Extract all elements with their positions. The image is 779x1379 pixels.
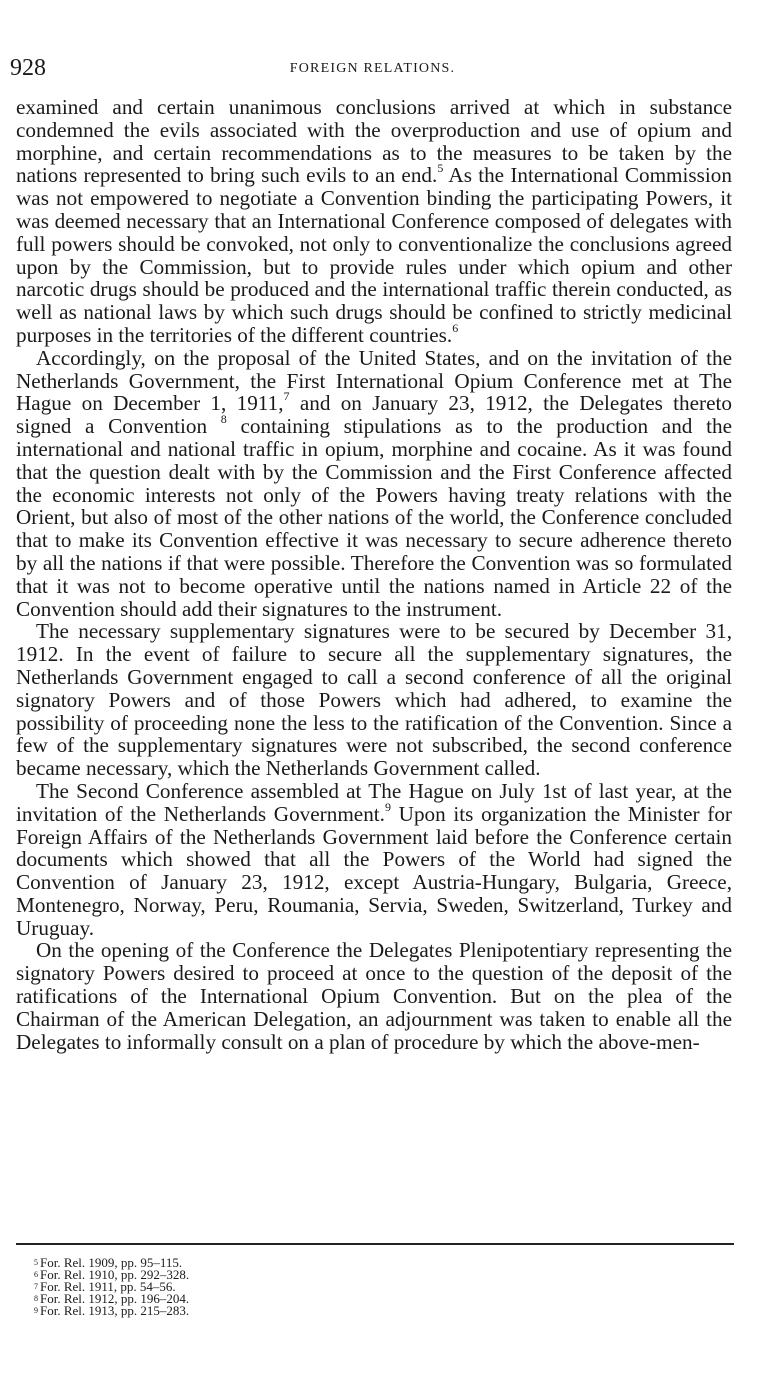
footnote-text: For. Rel. 1912, pp. 196–204. <box>40 1291 190 1306</box>
paragraph-text: On the opening of the Conference the Delegates Plenipotentiary representing the signatory Powers desired to proceed at once to the question of the deposit of the ratifications of the International Opium Convention. But on the plea of the Chairman of the American Delegation, an adjournment was taken to enable all the Delegates to informally consult on a plan of procedure by which the above-men- <box>16 938 732 1054</box>
paragraph <box>16 939 732 1053</box>
page-number: 928 <box>10 55 46 81</box>
paragraph <box>16 96 732 347</box>
paragraph-text: and on January 23, 1912, the Delegates thereto signed a Convention <box>16 391 732 439</box>
footnote-reference[interactable]: 8 <box>220 412 227 427</box>
footnote-reference[interactable]: 5 <box>437 161 444 176</box>
footnote-reference[interactable]: 9 <box>384 799 391 814</box>
footnote <box>34 1305 334 1317</box>
paragraph <box>16 780 732 940</box>
footnote-mark: 8 <box>34 1294 38 1303</box>
paragraph-text: As the International Commission was not empowered to negotiate a Convention binding the participating Powers, it was deemed necessary that an International Conference composed of delegates with full powers should be convoked, not only to conventionalize the conclusions agreed upon by the Commission, but to provide rules under which opium and other narcotic drugs should be produced and the international traffic therein conducted, as well as national laws by which such drugs should be confined to strictly medicinal purposes in the territories of the different countries. <box>16 163 732 347</box>
footnote-mark: 7 <box>34 1282 38 1291</box>
footnote-reference[interactable]: 6 <box>452 320 459 335</box>
footnote-mark: 5 <box>34 1258 38 1267</box>
page-header <box>10 54 735 84</box>
footnote-text: For. Rel. 1913, pp. 215–283. <box>40 1303 190 1318</box>
paragraph-text: examined and certain unanimous conclusions arrived at which in substance condemned the evils associated with the overproduction and use of opium and morphine, and certain recommendations as to the measures to be taken by the nations represented to bring such evils to an end. <box>16 95 732 188</box>
footnote-mark: 9 <box>34 1306 38 1315</box>
footnote-mark: 6 <box>34 1270 38 1279</box>
running-head: FOREIGN RELATIONS. <box>289 61 456 76</box>
footnote-reference[interactable]: 7 <box>283 389 290 404</box>
body-text <box>16 96 732 1053</box>
footnote-text: For. Rel. 1909, pp. 95–115. <box>40 1255 183 1270</box>
footnote-text: For. Rel. 1911, pp. 54–56. <box>40 1279 176 1294</box>
paragraph-text: Accordingly, on the proposal of the United States, and on the invitation of the Netherlands Government, the First International Opium Conference met at The Hague on December 1, 1911, <box>16 345 732 416</box>
paragraph-text: Upon its organization the Minister for Foreign Affairs of the Netherlands Government laid before the Conference certain documents which showed that all the Powers of the World had signed the Convention of January 23, 1912, except Austria-Hungary, Bulgaria, Greece, Montenegro, Norway, Peru, Roumania, Servia, Sweden, Switzerland, Turkey and Uruguay. <box>16 801 732 940</box>
paragraph <box>16 347 732 621</box>
footnotes <box>34 1257 334 1317</box>
footnote-text: For. Rel. 1910, pp. 292–328. <box>40 1267 190 1282</box>
footnote-divider <box>16 1243 734 1245</box>
paragraph-text: containing stipulations as to the production and the international and national traffic in opium, morphine and cocaine. As it was found that the question dealt with by the Commission and the First Conference affected the economic interests not only of the Powers having treaty relations with the Orient, but also of most of the other nations of the world, the Conference concluded that to make its Convention effective it was necessary to secure adherence thereto by all the nations if that were possible. Therefore the Convention was so formulated that it was not to become operative until the nations named in Article 22 of the Convention should add their signatures to the instrument. <box>16 414 733 621</box>
paragraph-text: The necessary supplementary signatures were to be secured by December 31, 1912. In the event of failure to secure all the supplementary signatures, the Netherlands Government engaged to call a second conference of all the original signatory Powers and of those Powers which had adhered, to examine the possibility of proceeding none the less to the ratification of the Convention. Since a few of the supplementary signatures were not subscribed, the second conference became necessary, which the Netherlands Government called. <box>16 619 732 781</box>
paragraph <box>16 620 732 780</box>
paragraph-text: The Second Conference assembled at The Hague on July 1st of last year, at the invitation of the Netherlands Government. <box>16 778 732 826</box>
